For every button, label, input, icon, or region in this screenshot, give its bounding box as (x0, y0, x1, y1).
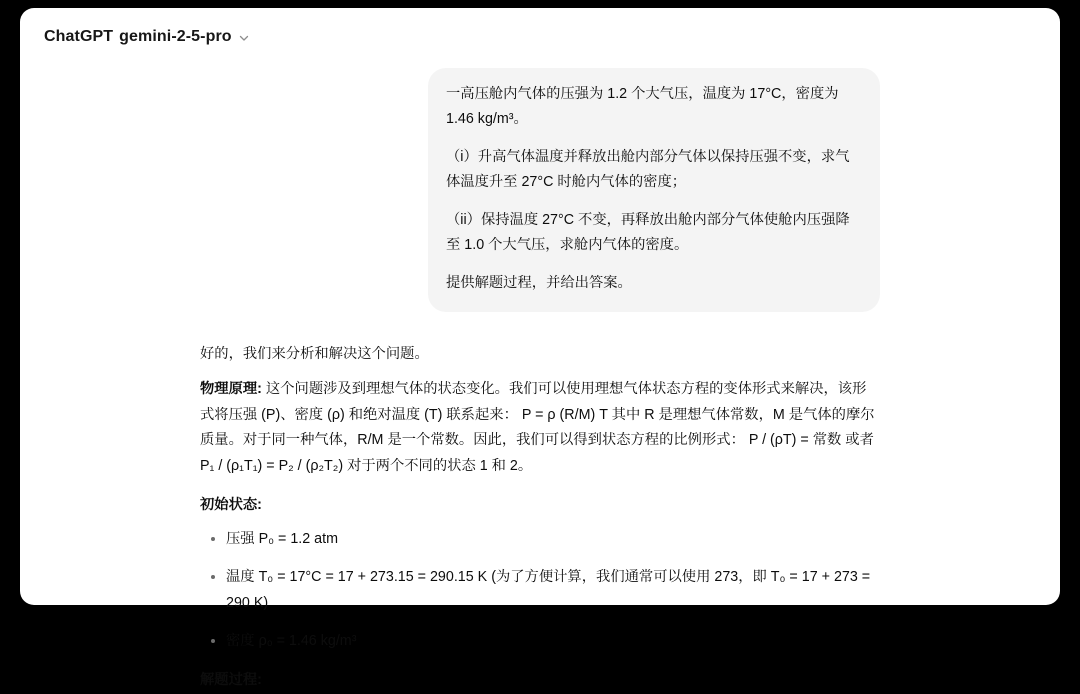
chevron-down-icon (238, 31, 250, 43)
user-message-paragraph: （ii）保持温度 27°C 不变，再释放出舱内部分气体使舱内压强降至 1.0 个大气压，求舱内气体的密度。 (446, 212, 850, 253)
model-switcher-button[interactable] (36, 24, 258, 50)
list-item: 压强 P₀ = 1.2 atm (226, 527, 880, 552)
chat-message-list (200, 66, 880, 694)
user-message-paragraph: （i）升高气体温度并释放出舱内部分气体以保持压强不变，求气体温度升至 27°C 时舱内气体的密度； (446, 149, 850, 190)
model-name-label: gemini-2-5-pro (119, 28, 232, 45)
solution-heading: 解题过程: (200, 672, 262, 689)
top-bar (20, 8, 1060, 66)
list-item: 温度 T₀ = 17°C = 17 + 273.15 = 290.15 K (为了方便计算，我们通常可以使用 273，即 T₀ = 17 + 273 = 290 K) (226, 565, 880, 616)
user-message-bubble (428, 68, 880, 312)
user-message-row (200, 68, 880, 312)
assistant-intro-text: 好的，我们来分析和解决这个问题。 (200, 346, 429, 363)
assistant-message (200, 342, 880, 694)
initial-state-list (200, 527, 880, 655)
principle-text: 这个问题涉及到理想气体的状态变化。我们可以使用理想气体状态方程的变体形式来解决，该形式将压强 (P)、密度 (ρ) 和绝对温度 (T) 联系起来： P = ρ (R/M) T 其中 R 是理想气体常数，M 是气体的摩尔质量。对于同一种气体，R/M 是一个常数。因此，我们可以得到状态方程的比例形式： P / (ρT) = 常数 或者 P₁ / (ρ₁T₁) = P₂ / (ρ₂T₂) 对于两个不同的状态 1 和 2。 (200, 381, 875, 474)
chat-scroll-area[interactable] (20, 66, 1060, 689)
list-item: 密度 ρ₀ = 1.46 kg/m³ (226, 629, 880, 654)
user-message-paragraph: 提供解题过程，并给出答案。 (446, 275, 632, 292)
app-name-label: ChatGPT (44, 28, 114, 45)
user-message-paragraph: 一高压舱内气体的压强为 1.2 个大气压，温度为 17°C，密度为 1.46 kg/m³。 (446, 86, 839, 127)
initial-state-heading: 初始状态: (200, 497, 262, 514)
principle-label: 物理原理: (200, 381, 262, 398)
assistant-principle-paragraph (200, 377, 880, 479)
chatgpt-window (20, 8, 1060, 689)
